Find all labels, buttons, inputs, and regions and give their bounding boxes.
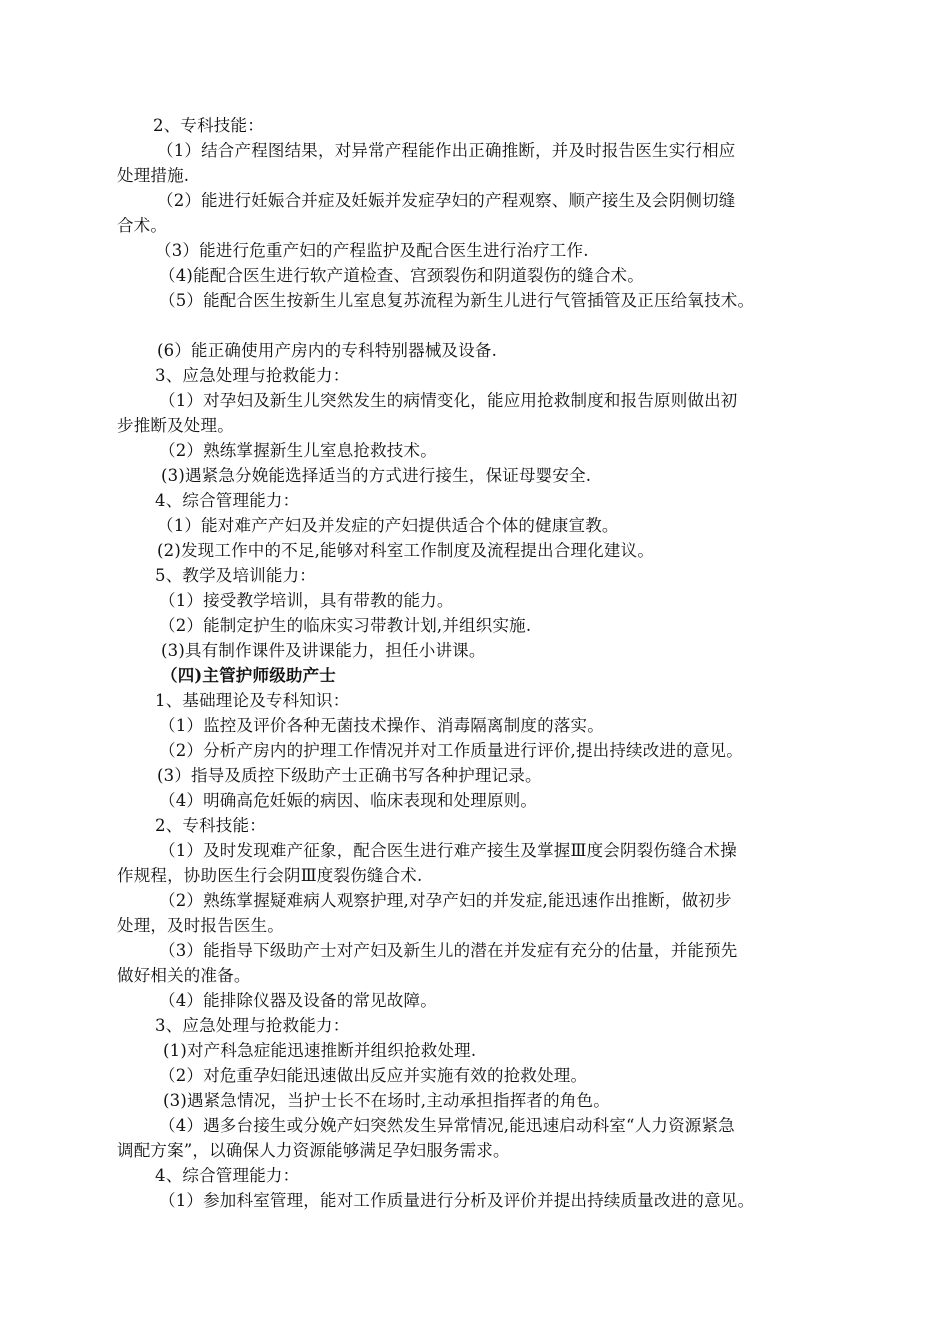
text-line: 步推断及处理。: [117, 416, 234, 435]
text-line: 处理，及时报告医生。: [117, 916, 284, 935]
text-line: （1）参加科室管理，能对工作质量进行分析及评价并提出持续质量改进的意见。: [159, 1191, 755, 1210]
text-line: 4、综合管理能力：: [155, 1166, 300, 1185]
text-line: 5、教学及培训能力：: [155, 566, 316, 585]
text-line: （1）能对难产产妇及并发症的产妇提供适合个体的健康宣教。: [157, 516, 619, 535]
text-line: (3）指导及质控下级助产士正确书写各种护理记录。: [157, 766, 542, 785]
text-line: 合术。: [117, 216, 168, 235]
text-line: 4、综合管理能力：: [155, 491, 300, 510]
text-line: （1）及时发现难产征象，配合医生进行难产接生及掌握Ⅲ度会阴裂伤缝合术操: [159, 841, 737, 860]
text-line: 3、应急处理与抢救能力：: [155, 366, 350, 385]
text-line: (2)发现工作中的不足,能够对科室工作制度及流程提出合理化建议。: [157, 541, 655, 560]
text-line: （2）熟练掌握疑难病人观察护理,对孕产妇的并发症,能迅速作出推断，做初步: [159, 891, 732, 910]
text-line: 2、专科技能：: [153, 116, 264, 135]
text-line: (3)遇紧急情况，当护士长不在场时,主动承担指挥者的角色。: [163, 1091, 610, 1110]
text-line: 2、专科技能：: [155, 816, 266, 835]
text-line: （3）能进行危重产妇的产程监护及配合医生进行治疗工作.: [155, 241, 589, 260]
text-line: （3）能指导下级助产士对产妇及新生儿的潜在并发症有充分的估量，并能预先: [159, 941, 738, 960]
section-heading: （四)主管护师级助产士: [161, 666, 337, 685]
text-line: （1）对孕妇及新生儿突然发生的病情变化，能应用抢救制度和报告原则做出初: [159, 391, 738, 410]
text-line: （5）能配合医生按新生儿室息复苏流程为新生儿进行气管插管及正压给氧技术。: [159, 291, 755, 310]
text-line: (6）能正确使用产房内的专科特别器械及设备.: [157, 341, 498, 360]
text-line: （2）熟练掌握新生儿室息抢救技术。: [159, 441, 437, 460]
text-line: 调配方案”，以确保人力资源能够满足孕妇服务需求。: [117, 1141, 510, 1160]
text-line: （2）对危重孕妇能迅速做出反应并实施有效的抢救处理。: [159, 1066, 588, 1085]
text-line: 作规程，协助医生行会阴Ⅲ度裂伤缝合术.: [117, 866, 423, 885]
text-line: (3)遇紧急分娩能选择适当的方式进行接生，保证母婴安全.: [161, 466, 592, 485]
text-line: （4）遇多台接生或分娩产妇突然发生异常情况,能迅速启动科室“人力资源紧急: [159, 1116, 735, 1135]
text-line: （1）结合产程图结果，对异常产程能作出正确推断，并及时报告医生实行相应: [157, 141, 736, 160]
text-line: （2）分析产房内的护理工作情况并对工作质量进行评价,提出持续改进的意见。: [159, 741, 743, 760]
text-line: （4）明确高危妊娠的病因、临床表现和处理原则。: [159, 791, 538, 810]
text-line: （2）能进行妊娠合并症及妊娠并发症孕妇的产程观察、顺产接生及会阴侧切缝: [157, 191, 736, 210]
text-line: (1)对产科急症能迅速推断并组织抢救处理.: [163, 1041, 477, 1060]
text-line: 处理措施.: [117, 166, 190, 185]
text-line: (3)具有制作课件及讲课能力，担任小讲课。: [161, 641, 486, 660]
text-line: （1）监控及评价各种无菌技术操作、消毒隔离制度的落实。: [159, 716, 604, 735]
text-line: 3、应急处理与抢救能力：: [155, 1016, 350, 1035]
text-line: （1）接受教学培训，具有带教的能力。: [159, 591, 454, 610]
text-line: 1、基础理论及专科知识：: [155, 691, 350, 710]
text-line: （4）能排除仪器及设备的常见故障。: [159, 991, 437, 1010]
text-line: 做好相关的准备。: [117, 966, 251, 985]
text-line: （2）能制定护生的临床实习带教计划,并组织实施.: [159, 616, 532, 635]
text-line: （4)能配合医生进行软产道检查、宫颈裂伤和阴道裂伤的缝合术。: [159, 266, 644, 285]
